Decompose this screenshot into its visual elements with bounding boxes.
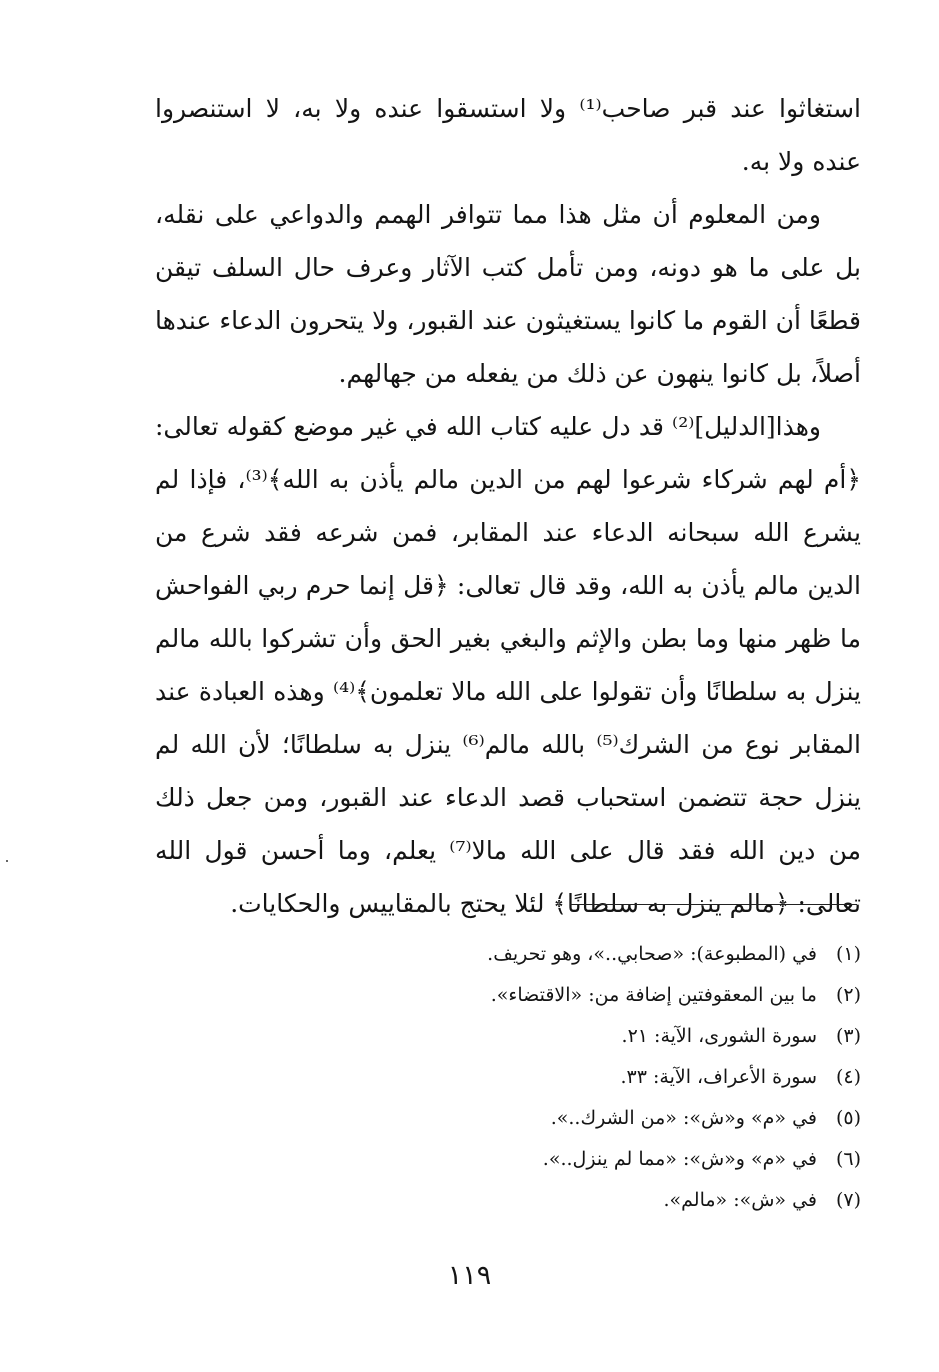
footnote-text: في (المطبوعة): «صحابي..»، وهو تحريف. [487, 943, 817, 965]
footnote-number: (٤) [835, 1066, 861, 1088]
footnote-text: في «ش»: «مالم». [663, 1189, 817, 1211]
footnote-item [300, 1057, 861, 1098]
footnote-text: في «م» و«ش»: «من الشرك..». [550, 1107, 817, 1129]
paragraph-2: ومن المعلوم أن مثل هذا مما تتوافر الهمم والدواعي على نقله، بل على ما هو دونه، ومن تأمل كتب الآثار وعرف حال السلف تيقن قطعًا أن القوم ما كانوا يستغيثون عند القبور، ولا يتحرون الدعاء عندها أصلاً، بل كانوا ينهون عن ذلك من يفعله من جهالهم. [155, 200, 861, 388]
footnote-text: سورة الشورى، الآية: ٢١. [621, 1025, 817, 1047]
footnote-number: (٣) [835, 1025, 861, 1047]
footnotes-list [300, 934, 861, 1221]
footnote-item [300, 975, 861, 1016]
scan-speck [6, 860, 8, 862]
footnote-text: سورة الأعراف، الآية: ٣٣. [620, 1066, 817, 1088]
footnote-item [300, 934, 861, 975]
paragraph-1: استغاثوا عند قبر صاحب⁽¹⁾ ولا استسقوا عنده ولا به، لا استنصروا عنده ولا به. [155, 94, 861, 176]
paragraph-3: وهذا[الدليل]⁽²⁾ قد دل عليه كتاب الله في غير موضع كقوله تعالى: ﴿أم لهم شركاء شرعوا لهم من الدين مالم يأذن به الله﴾⁽³⁾، فإذا لم يشرع الله سبحانه الدعاء عند المقابر، فمن شرعه فقد شرع من الدين مالم يأذن به الله، وقد قال تعالى: ﴿قل إنما حرم ربي الفواحش ما ظهر منها وما بطن والإثم والبغي بغير الحق وأن تشركوا بالله مالم ينزل به سلطانًا وأن تقولوا على الله مالا تعلمون﴾⁽⁴⁾ وهذه العبادة عند المقابر نوع من الشرك⁽⁵⁾ بالله مالم⁽⁶⁾ ينزل به سلطانًا؛ لأن الله لم ينزل حجة تتضمن استحباب قصد الدعاء عند القبور، ومن جعل ذلك من دين الله فقد قال على الله مالا⁽⁷⁾ يعلم، وما أحسن قول الله تعالى: ﴿مالم ينزل به سلطانًا﴾ لئلا يحتج بالمقاييس والحكايات. [155, 412, 861, 918]
footnote-text: في «م» و«ش»: «مما لم ينزل..». [542, 1148, 817, 1170]
footnote-number: (١) [835, 943, 861, 965]
footnote-number: (٧) [835, 1189, 861, 1211]
footnote-text: ما بين المعقوفتين إضافة من: «الاقتضاء». [490, 984, 817, 1006]
footnote-separator [570, 904, 857, 905]
footnote-item [300, 1098, 861, 1139]
page-number: ١١٩ [447, 1260, 492, 1291]
footnote-item [300, 1139, 861, 1180]
footnote-item [300, 1180, 861, 1221]
footnote-number: (٥) [835, 1107, 861, 1129]
footnote-number: (٢) [835, 984, 861, 1006]
footnote-item [300, 1016, 861, 1057]
main-text [155, 82, 861, 930]
footnote-number: (٦) [835, 1148, 861, 1170]
